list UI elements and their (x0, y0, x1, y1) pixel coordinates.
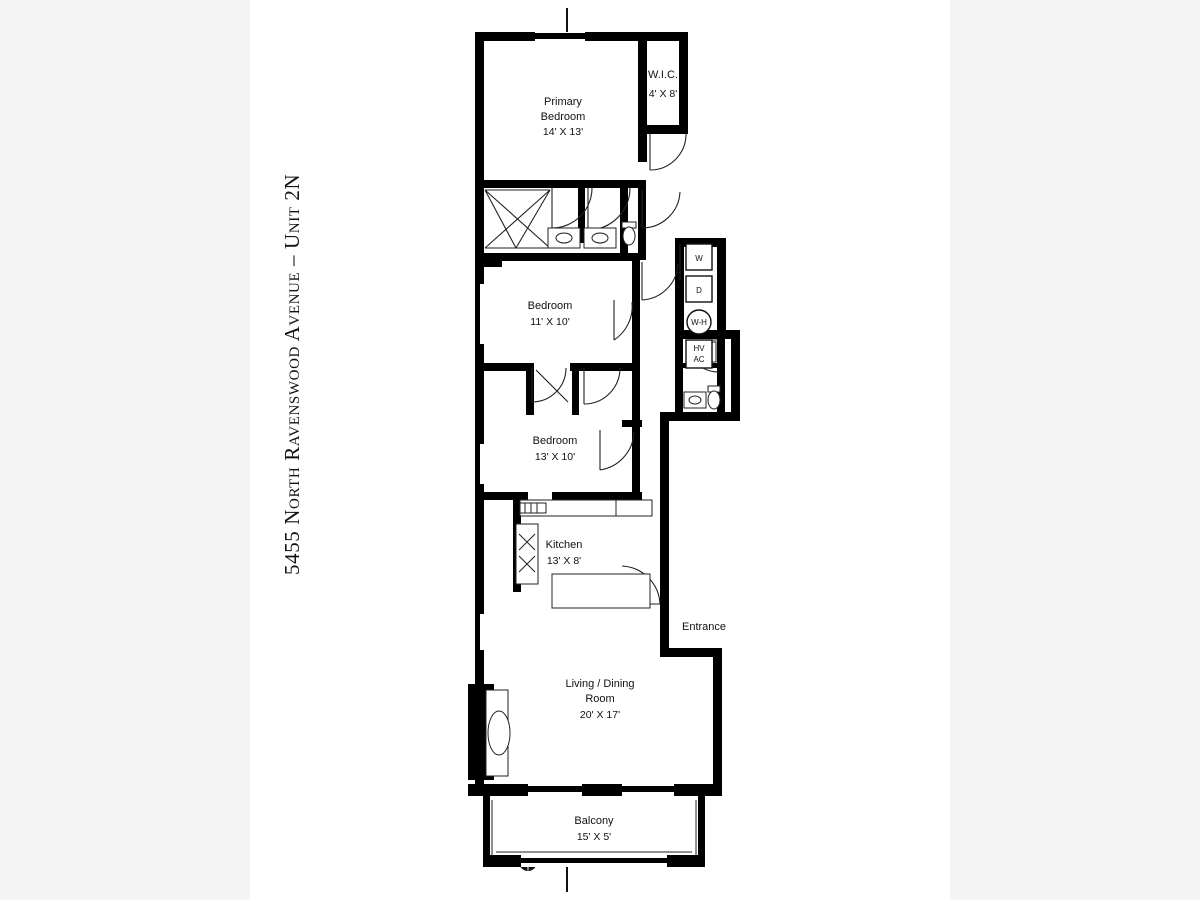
washer-label: W (695, 254, 703, 263)
room-label-bedroom-3: Bedroom (532, 435, 578, 447)
page-title: 5455 North Ravenswood Avenue – Unit 2N (280, 173, 304, 575)
room-dims-balcony: 15' X 5' (576, 831, 612, 843)
room-dims-kitchen: 13' X 8' (546, 555, 582, 567)
room-label-primary-bedroom-line1: Primary (544, 96, 582, 108)
room-dims-wic: 4' X 8' (648, 88, 678, 100)
room-label-kitchen: Kitchen (545, 539, 583, 551)
room-dims-primary-bedroom: 14' X 13' (542, 126, 584, 138)
hvac-label-line1: HV (693, 344, 705, 353)
title-band (250, 0, 320, 900)
floorplan-drawing (320, 0, 950, 900)
hvac-label-line2: AC (693, 355, 705, 364)
water-heater-label: W-H (691, 318, 707, 327)
room-dims-bedroom-2: 11' X 10' (530, 316, 570, 328)
floor-fill (480, 32, 730, 867)
room-dims-bedroom-3: 13' X 10' (534, 451, 576, 463)
room-label-balcony: Balcony (574, 815, 614, 827)
room-label-bedroom-2: Bedroom (527, 300, 573, 312)
dryer-label: D (696, 286, 702, 295)
room-label-living-dining-line2: Room (585, 693, 615, 705)
room-dims-living-dining: 20' X 17' (579, 709, 621, 721)
room-label-living-dining-line1: Living / Dining (565, 678, 635, 690)
room-label-primary-bedroom-line2: Bedroom (540, 111, 586, 123)
room-label-wic: W.I.C. (648, 69, 678, 81)
entrance-label: Entrance (682, 621, 727, 633)
